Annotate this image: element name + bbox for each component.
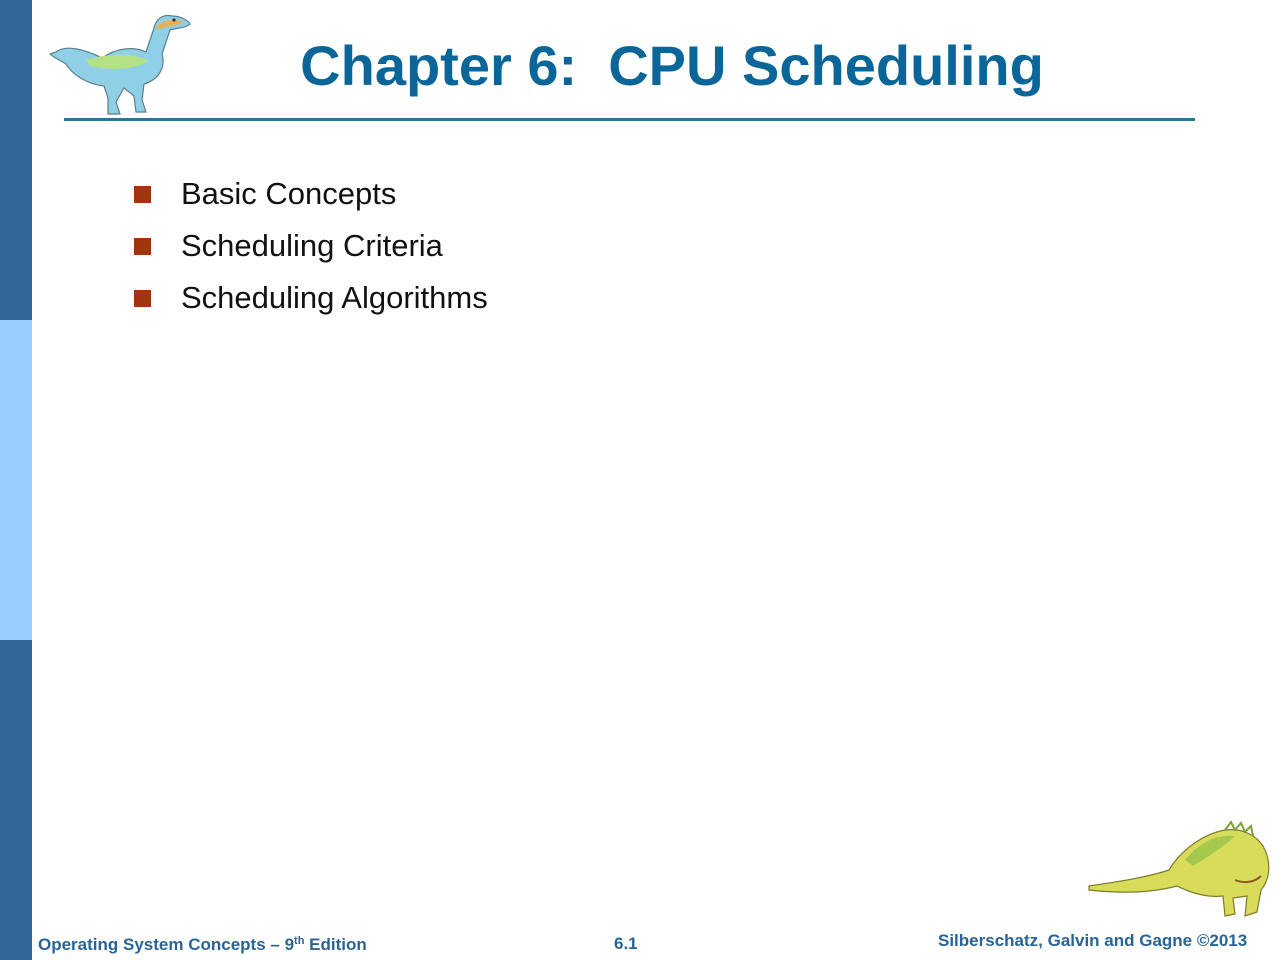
bullet-item xyxy=(134,168,488,220)
bullet-text: Basic Concepts xyxy=(181,176,397,211)
side-bar-middle-segment xyxy=(0,320,32,640)
bullet-text: Scheduling Algorithms xyxy=(181,280,488,315)
bullet-item xyxy=(134,220,488,272)
footer-book-prefix: Operating System Concepts – 9 xyxy=(38,935,295,954)
footer-book-suffix: Edition xyxy=(304,935,367,954)
slide-title: Chapter 6: CPU Scheduling xyxy=(300,34,1044,97)
footer-copyright: Silberschatz, Galvin and Gagne ©2013 xyxy=(938,931,1248,950)
title-divider xyxy=(64,118,1195,121)
side-bar-bottom-segment xyxy=(0,640,32,960)
side-bar xyxy=(0,0,32,960)
side-bar-top-segment xyxy=(0,0,32,320)
square-bullet-icon xyxy=(134,186,151,203)
dinosaur-illustration-icon xyxy=(1085,820,1275,925)
bullet-list xyxy=(134,168,488,324)
footer-book-superscript: th xyxy=(294,935,305,947)
dinosaur-logo-icon xyxy=(46,8,196,120)
footer-page-number: 6.1 xyxy=(614,934,638,953)
bullet-item xyxy=(134,272,488,324)
square-bullet-icon xyxy=(134,238,151,255)
square-bullet-icon xyxy=(134,290,151,307)
bullet-text: Scheduling Criteria xyxy=(181,228,443,263)
footer-book-title xyxy=(38,935,367,955)
